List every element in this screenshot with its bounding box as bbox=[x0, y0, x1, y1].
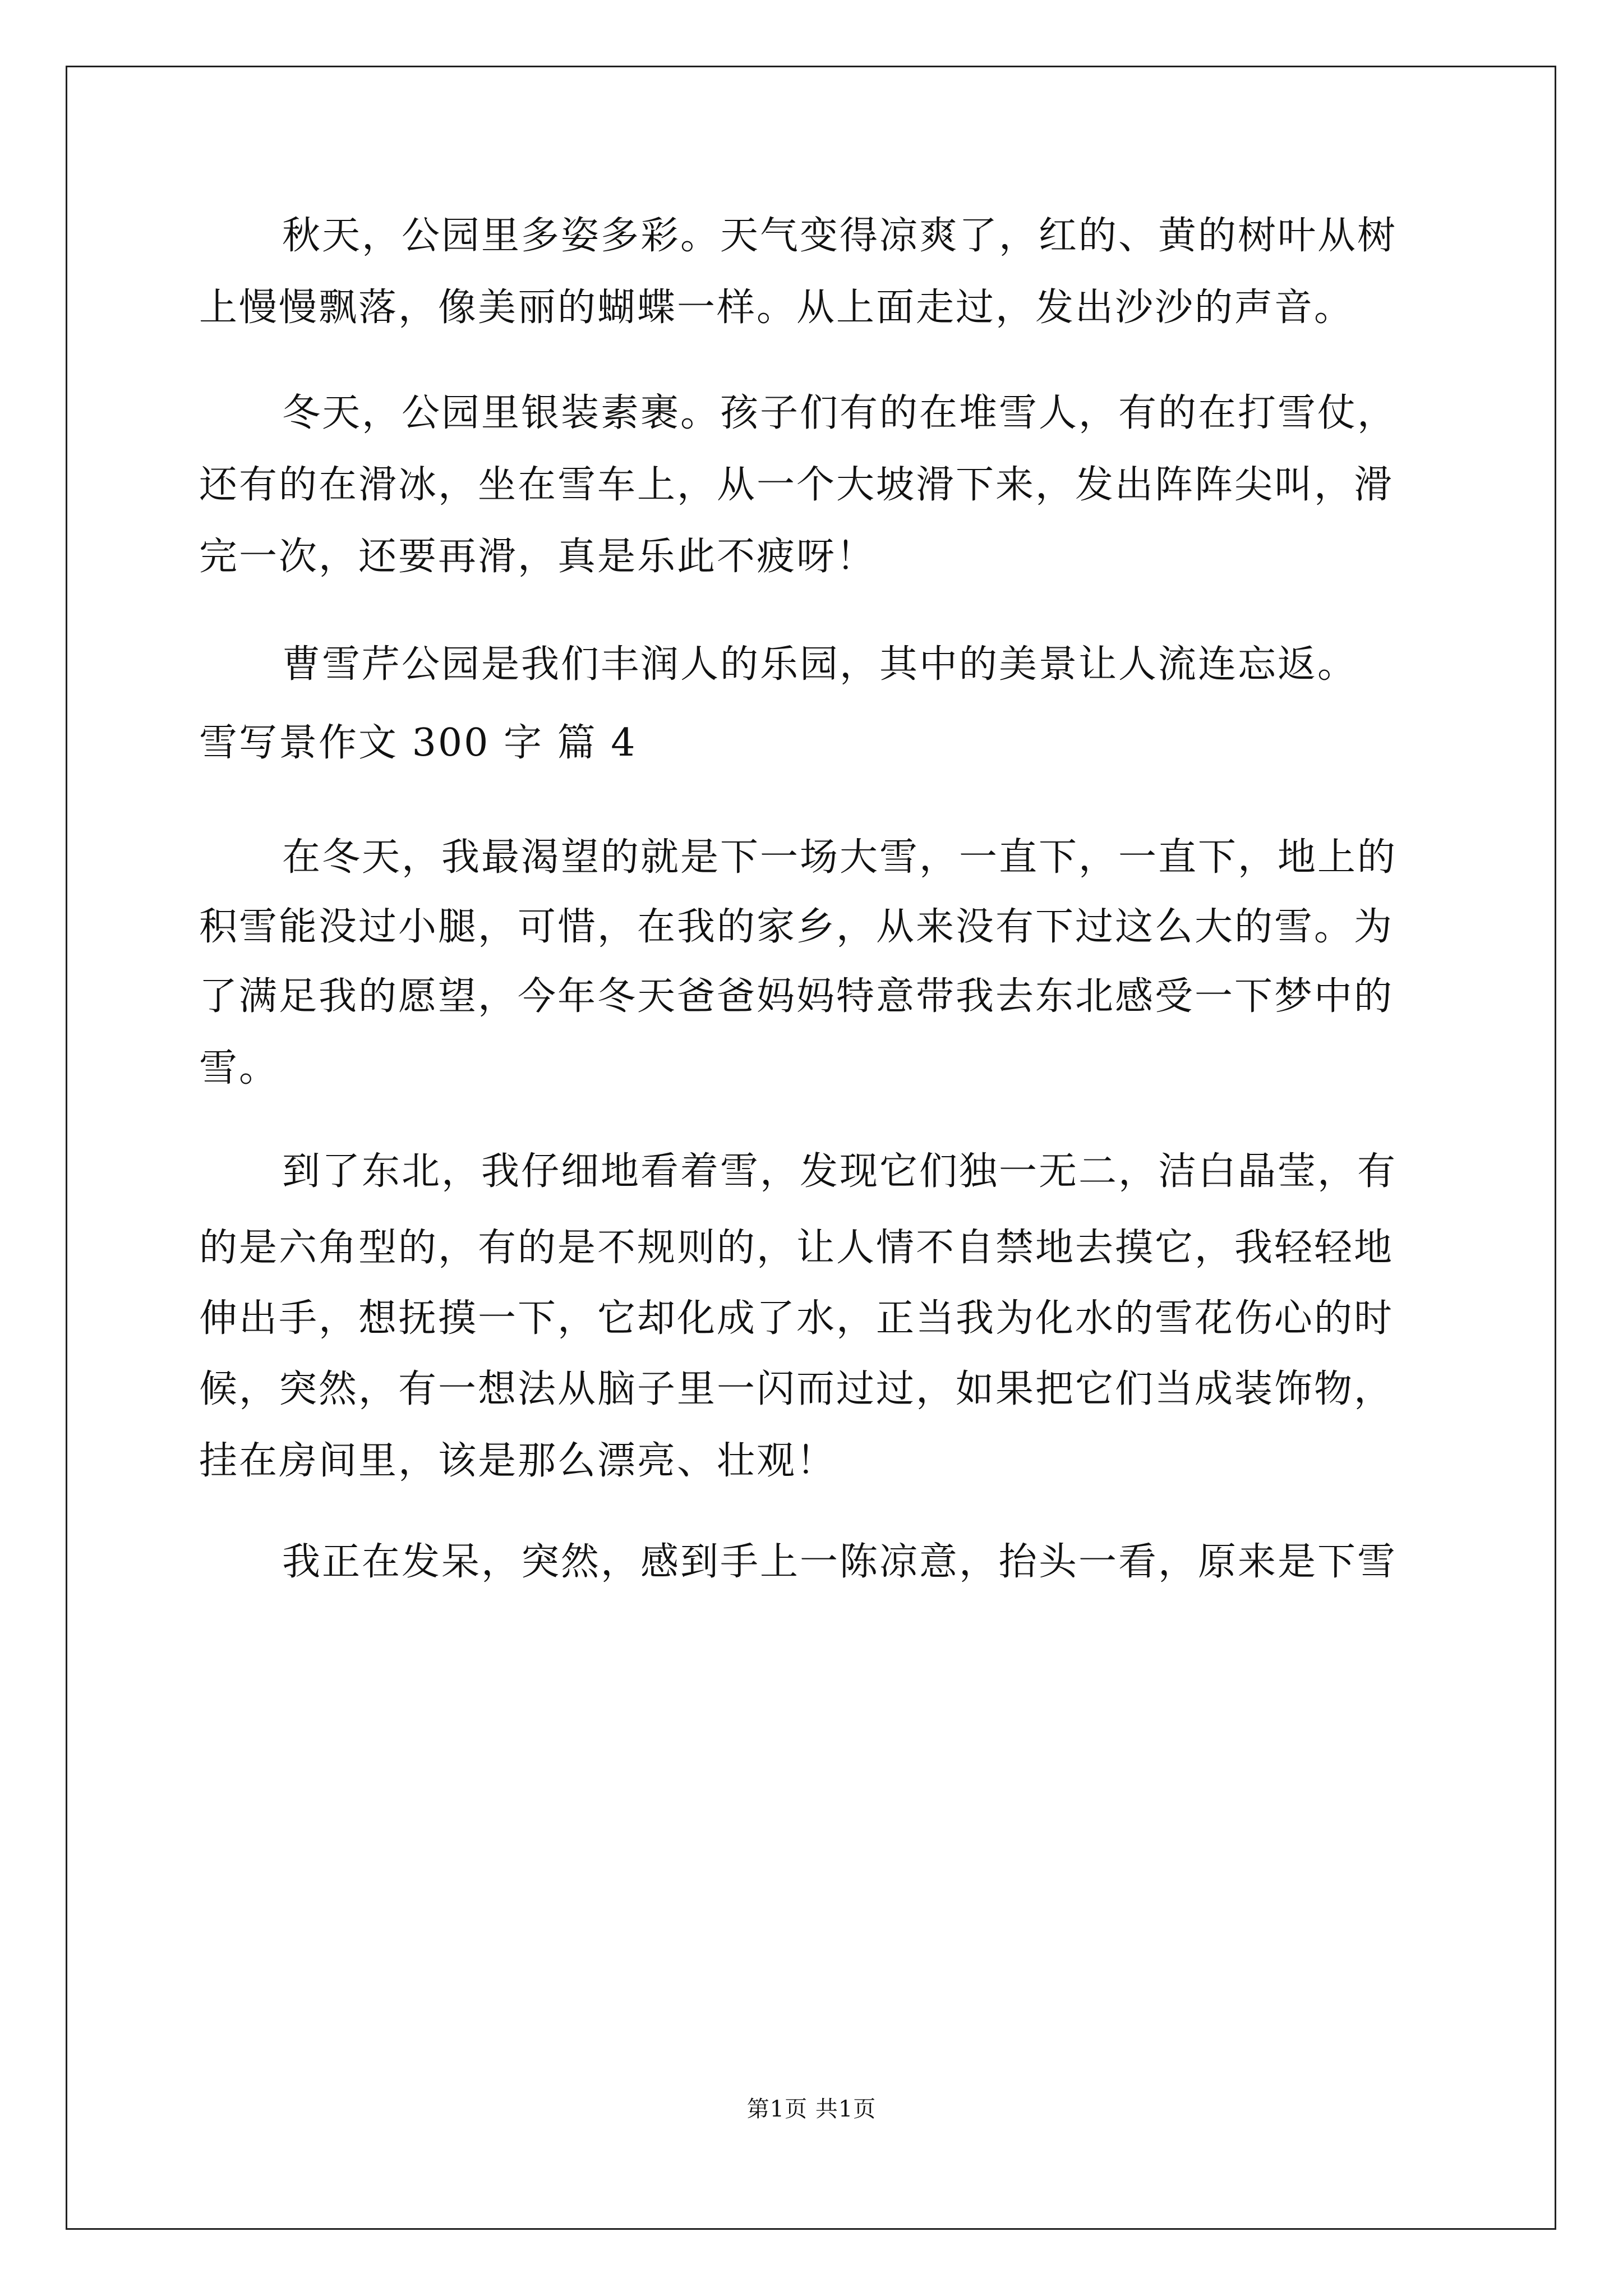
text-line: 了满足我的愿望，今年冬天爸爸妈妈特意带我去东北感受一下梦中的 bbox=[199, 974, 1394, 1019]
text-line: 我正在发呆，突然，感到手上一陈凉意，抬头一看，原来是下雪 bbox=[282, 1540, 1398, 1584]
text-line: 秋天，公园里多姿多彩。天气变得凉爽了，红的、黄的树叶从树 bbox=[282, 214, 1398, 258]
page-footer bbox=[0, 2093, 1623, 2125]
text-line: 还有的在滑冰，坐在雪车上，从一个大坡滑下来，发出阵阵尖叫，滑 bbox=[199, 463, 1394, 507]
page-number-label: 第1页 共1页 bbox=[746, 2096, 877, 2122]
text-line: 伸出手，想抚摸一下，它却化成了水，正当我为化水的雪花伤心的时 bbox=[199, 1296, 1394, 1341]
text-line: 的是六角型的，有的是不规则的，让人情不自禁地去摸它，我轻轻地 bbox=[199, 1226, 1394, 1270]
text-line: 在冬天，我最渴望的就是下一场大雪，一直下，一直下，地上的 bbox=[282, 835, 1398, 880]
section-heading: 雪写景作文 300 字 篇 4 bbox=[199, 721, 637, 765]
text-line: 上慢慢飘落，像美丽的蝴蝶一样。从上面走过，发出沙沙的声音。 bbox=[199, 286, 1354, 330]
text-line: 挂在房间里，该是那么漂亮、壮观！ bbox=[199, 1439, 837, 1483]
text-line: 完一次，还要再滑，真是乐此不疲呀！ bbox=[199, 535, 877, 579]
text-line: 积雪能没过小腿，可惜，在我的家乡，从来没有下过这么大的雪。为 bbox=[199, 905, 1394, 949]
text-line: 曹雪芹公园是我们丰润人的乐园，其中的美景让人流连忘返。 bbox=[282, 642, 1358, 687]
text-line: 雪。 bbox=[199, 1046, 279, 1091]
text-line: 候，突然，有一想法从脑子里一闪而过过，如果把它们当成装饰物， bbox=[199, 1367, 1394, 1411]
text-line: 冬天，公园里银装素裹。孩子们有的在堆雪人，有的在打雪仗， bbox=[282, 391, 1398, 435]
text-line: 到了东北，我仔细地看着雪，发现它们独一无二，洁白晶莹，有 bbox=[282, 1149, 1398, 1194]
